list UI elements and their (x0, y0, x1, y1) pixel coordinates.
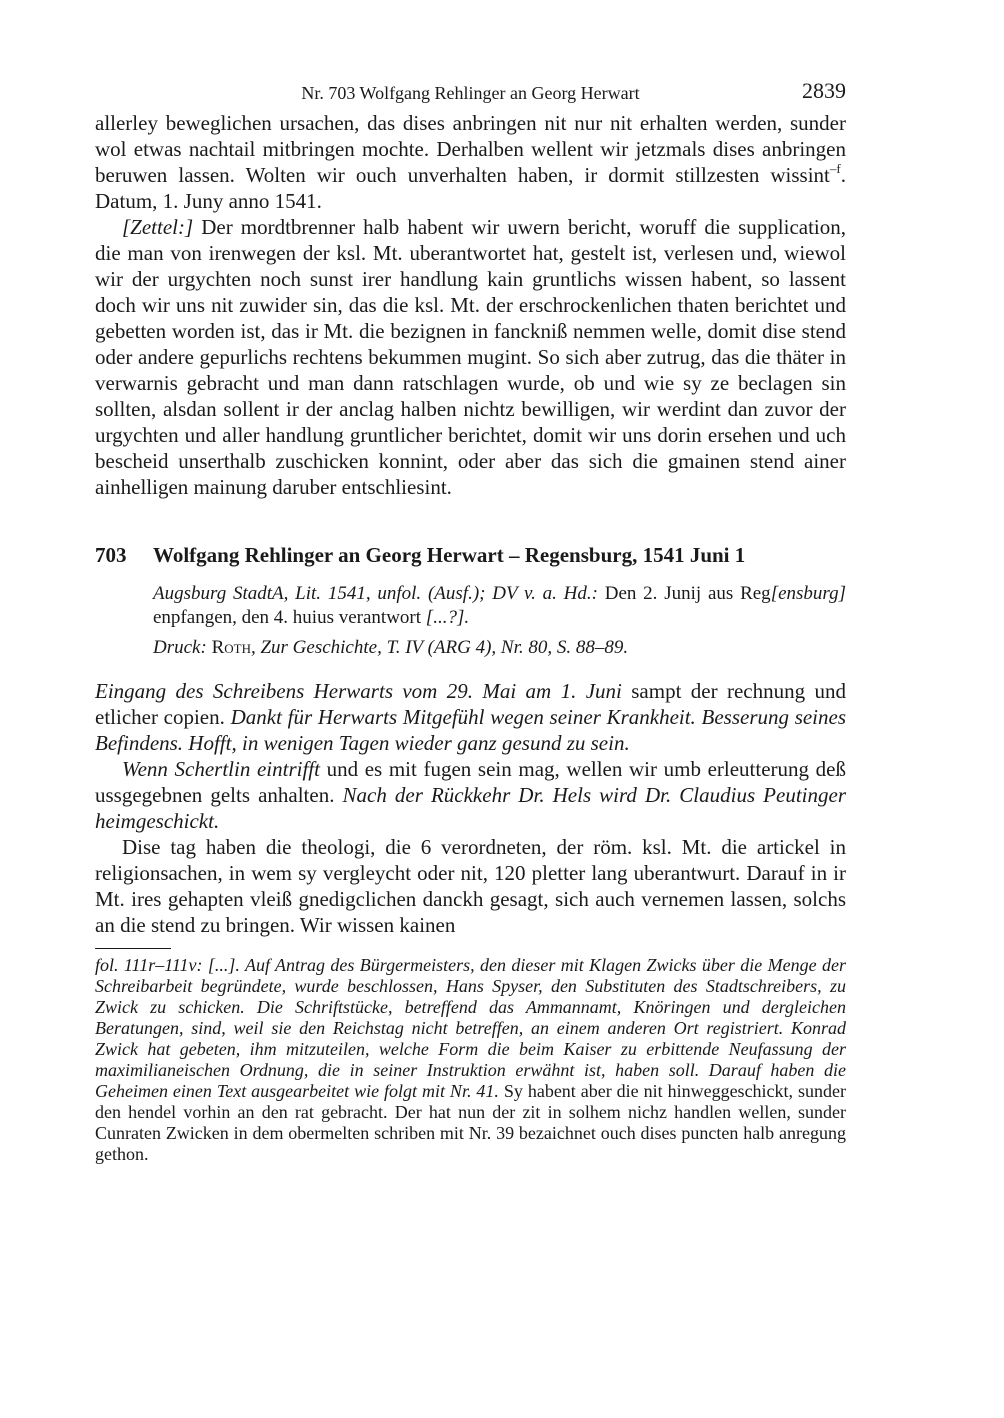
text-run: Druck: (153, 637, 207, 658)
text-run: Dankt für Herwarts Mitgefühl wegen seiner Krankheit. Besserung seines Befindens. Hofft, in wenigen Tagen wieder ganz gesund zu sein. (95, 705, 847, 755)
document-number: 703 (95, 543, 127, 567)
zettel-paragraph (95, 214, 846, 500)
running-head (95, 78, 846, 110)
text-run: allerley beweglichen ursachen, das dises anbringen nit nur nit erhalten werden, sunder wol etwas nachtail mitbringen mochte. Derhalben wellent wir jetzmals dises anbringen beruwen lassen. Wolten wir ouch unverhalten haben, ir dormit stillzesten wissint (95, 111, 846, 187)
text-run: Dise tag haben die theologi, die 6 verordneten, der röm. ksl. Mt. die artickel in religionsachen, in wem sy vergleycht oder nit, 120 pletter lang uberantwurt. Darauf in ir Mt. ires gehapten vleiß gnedigclichen danckh gesagt, sich auch vernemen lassen, solchs an die stend zu bringen. Wir wissen kainen (95, 835, 846, 937)
continuation-paragraph (95, 110, 846, 214)
text-run: sampt der rechnung und etlicher copien. (95, 679, 846, 729)
text-run: Nach der Rückkehr Dr. Hels wird Dr. Claudius Peutinger heimgeschickt. (95, 783, 846, 833)
zettel-label: [Zettel:] (122, 215, 194, 239)
text-run: . Datum, 1. Juny anno 1541. (95, 163, 846, 213)
text-run: fol. 111r–111v: [...]. Auf Antrag des Bürgermeisters, den dieser mit Klagen Zwicks über die Menge der Schreibarbeit begründete, wurde beschlossen, Hans Spyser, den Substituten des Stadtschreibers, zu Zwick zu schicken. Die Schriftstücke, betreffend das Ammannamt, Knöringen und dergleichen Beratungen, sind, weil sie den Reichstag nicht betreffen, an einem anderen Ort registriert. Konrad Zwick hat gebeten, ihm mitzuteilen, welche Form die beim Kaiser zu erbittende Neufassung der maximilianeischen Ordnung, die in seiner Instruktion erwähnt ist, haben soll. Darauf haben die Geheimen einen Text ausgearbeitet wie folgt mit Nr. 41. (95, 955, 846, 1101)
text-run: [ensburg] (770, 583, 846, 604)
running-head-title: Nr. 703 Wolfgang Rehlinger an Georg Herwart (301, 83, 640, 103)
body-paragraph (95, 834, 846, 938)
footnote-paragraph (95, 955, 846, 1165)
text-run: Sy habent aber die nit hinweggeschickt, sunder den hendel vorhin an den rat gebracht. Der hat nun der zit in solhem nichz handlen wellen, sunder Cunraten Zwicken in dem obermelten schriben mit Nr. 39 bezaichnet ouch dises puncten halb anregung gethon. (95, 1081, 846, 1164)
text-run: Wenn Schertlin eintrifft (122, 757, 320, 781)
text-run: [...?]. (425, 607, 470, 628)
body-paragraph (95, 678, 846, 756)
source-block (153, 582, 846, 660)
author-name: Roth (206, 637, 251, 658)
text-run: Den 2. Junij aus Reg (597, 583, 771, 604)
continuation-text (95, 110, 846, 500)
source-archive-line (153, 582, 846, 630)
text-run: , Zur Geschichte, T. IV (ARG 4), Nr. 80, S. 88–89. (250, 637, 629, 658)
text-run: und es mit fugen sein mag, wellen wir umb erleutterung deß ussgegebnen gelts anhalten. (95, 757, 846, 807)
document-heading (95, 542, 846, 568)
text-run: Augsburg StadtA, Lit. 1541, unfol. (Ausf.); DV v. a. Hd.: (153, 583, 598, 604)
source-print-line (153, 636, 846, 660)
text-run: Der mordtbrenner halb habent wir uwern bericht, woruff die supplication, die man von irenwegen der ksl. Mt. uberantwortet hat, gestelt ist, verlesen und, wiewol wir der urgychten noch sunst irer handlung kain gruntlichs wissen habent, so lassent doch wir uns nit zuwider sin, das die ksl. Mt. der erschrockenlichen thaten berichtet und gebetten worden ist, das ir Mt. die bezignen in fanckniß nemmen welle, domit dise stend oder andere gepurlichs rechtens bekummen mugint. So sich aber zutrug, das die thäter in verwarnis gebracht und man dann ratschlagen wurde, ob und wie sy ze beclagen sin sollten, alsdan sollent ir der anclag halben nichtz bewilligen, wir werdint dan zuvor der urgychten und aller handlung gruntlicher berichtet, domit wir uns dorin ersehen und uch bescheid unserthalb zuschicken konnint, oder aber das sich die gmainen stend ainer ainhelligen mainung daruber entschliesint. (95, 215, 846, 499)
document-title: Wolfgang Rehlinger an Georg Herwart – Regensburg, 1541 Juni 1 (153, 543, 746, 567)
footnote (95, 955, 846, 1165)
letter-body (95, 678, 846, 938)
text-run: enpfangen, den 4. huius verantwort (153, 607, 426, 628)
footnote-marker: –f (829, 161, 841, 176)
page-number: 2839 (802, 78, 846, 103)
page (95, 78, 846, 1165)
text-run: Eingang des Schreibens Herwarts vom 29. Mai am 1. Juni (95, 679, 622, 703)
footnote-rule (95, 948, 171, 949)
body-paragraph (95, 756, 846, 834)
